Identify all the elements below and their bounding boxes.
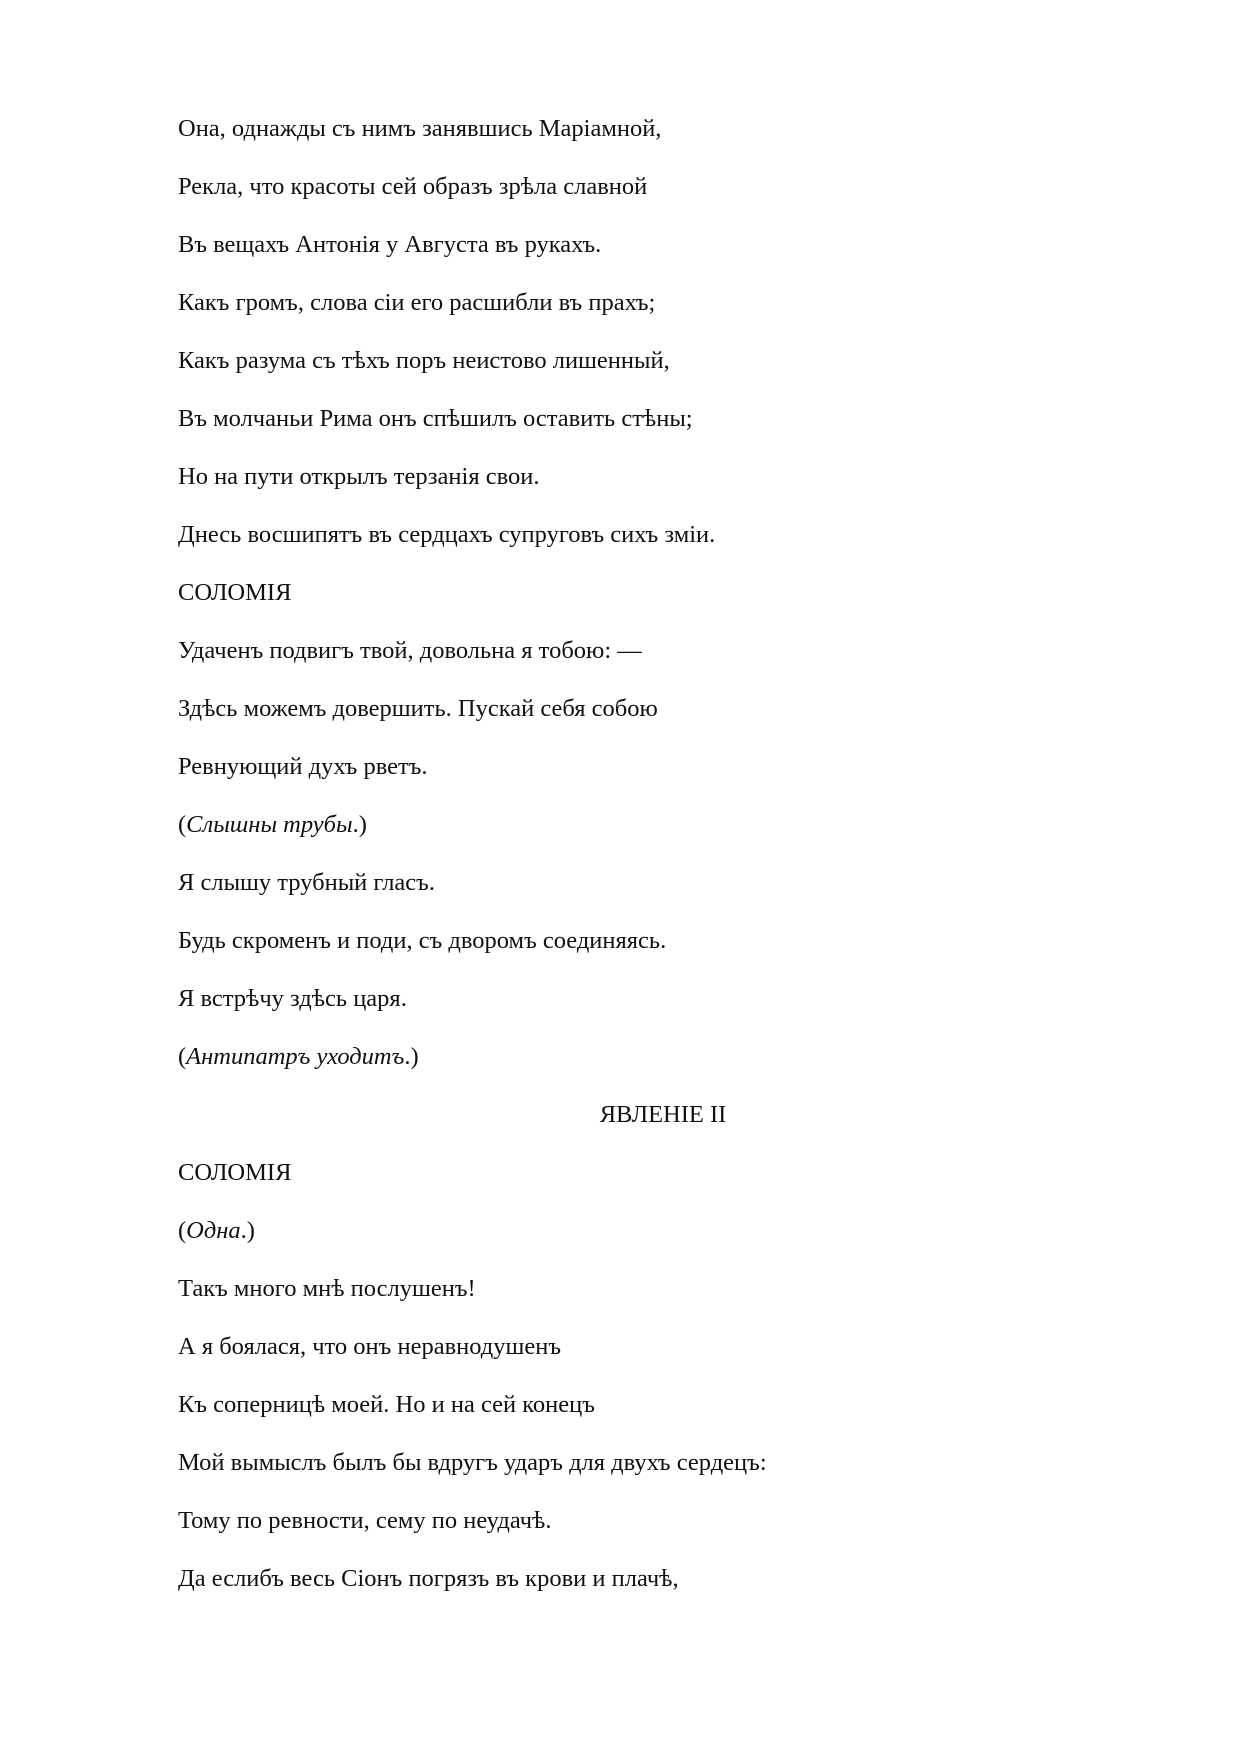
stage-direction-text: Слышны трубы [186,811,353,838]
scene-heading: ЯВЛЕНІЕ II [599,1101,727,1128]
verse-line: Но на пути открылъ терзанія свои. [178,463,540,490]
verse-line: Днесь восшипятъ въ сердцахъ супруговъ сихъ зміи. [178,521,716,548]
speaker-name: СОЛОМІЯ [178,1159,292,1186]
paren-close: .) [352,811,367,838]
verse-line: Мой вымыслъ былъ бы вдругъ ударъ для двухъ сердецъ: [178,1449,767,1476]
paren-close: .) [404,1043,419,1070]
verse-line: Какъ громъ, слова сіи его расшибли въ прахъ; [178,289,656,316]
verse-line: Тому по ревности, сему по неудачѣ. [178,1507,552,1534]
verse-line: Ревнующий духъ рветъ. [178,753,428,780]
paren-open: ( [178,811,187,838]
verse-line: Будь скроменъ и поди, съ дворомъ соединяясь. [178,927,667,954]
stage-direction-text: Одна [186,1217,241,1244]
stage-direction [178,805,1058,863]
verse-line: Я слышу трубный гласъ. [178,869,435,896]
paren-open: ( [178,1217,187,1244]
stage-direction-text: Антипатръ уходитъ [186,1043,405,1070]
verse-line: Она, однажды съ нимъ занявшись Маріамной, [178,115,662,142]
verse-line: Въ молчаньи Рима онъ спѣшилъ оставить стѣны; [178,405,693,432]
verse-line: Удаченъ подвигъ твой, довольна я тобою: — [178,637,642,664]
verse-line: Къ соперницѣ моей. Но и на сей конецъ [178,1391,595,1418]
verse-line: Да еслибъ весь Сіонъ погрязъ въ крови и плачѣ, [178,1565,679,1592]
verse-line: Въ вещахъ Антонія у Августа въ рукахъ. [178,231,602,258]
speaker-name: СОЛОМІЯ [178,579,292,606]
paren-open: ( [178,1043,187,1070]
paren-close: .) [240,1217,255,1244]
play-text [178,109,1058,1617]
verse-line: Какъ разума съ тѣхъ поръ неистово лишенный, [178,347,670,374]
stage-direction [178,1211,1058,1269]
verse-line: Здѣсь можемъ довершить. Пускай себя собою [178,695,658,722]
verse-line: Такъ много мнѣ послушенъ! [178,1275,476,1302]
verse-line: Рекла, что красоты сей образъ зрѣла славной [178,173,648,200]
verse-line: А я боялася, что онъ неравнодушенъ [178,1333,562,1360]
stage-direction [178,1037,1058,1095]
verse-line: Я встрѣчу здѣсь царя. [178,985,407,1012]
